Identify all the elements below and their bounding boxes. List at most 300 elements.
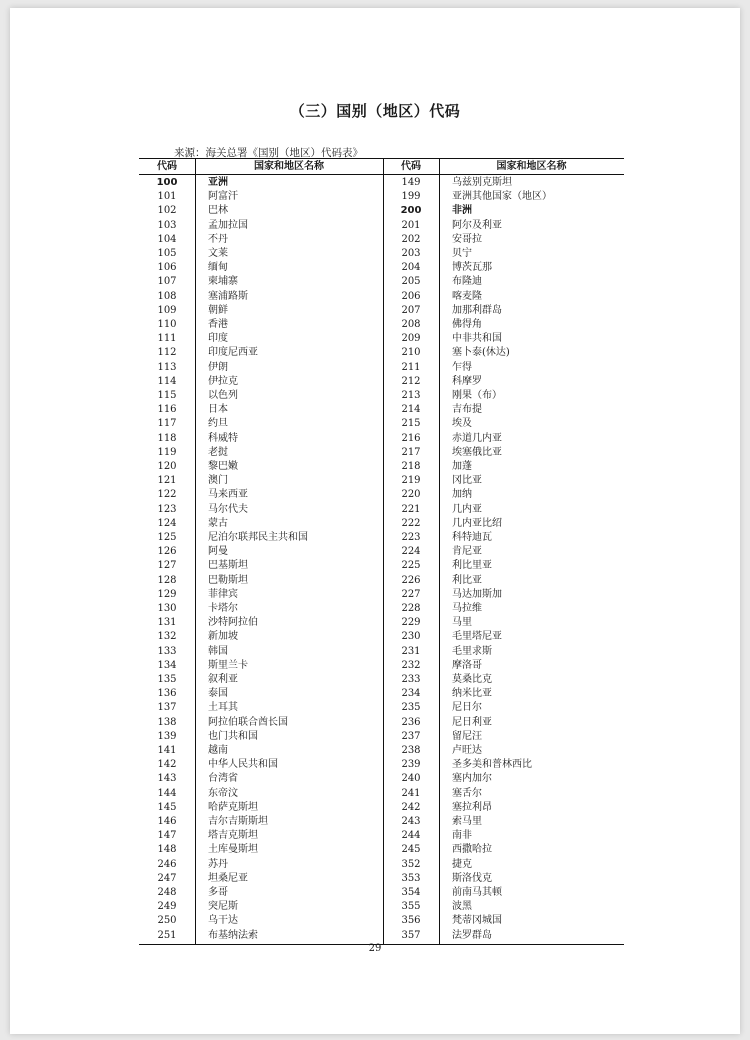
table-row [139, 304, 379, 318]
country-name: 西撒哈拉 [452, 844, 492, 856]
country-code: 217 [401, 446, 421, 458]
table-row [383, 673, 623, 687]
table-row [139, 432, 379, 446]
country-name: 尼日尔 [452, 702, 482, 714]
table-row [383, 914, 623, 928]
country-name: 法罗群岛 [452, 929, 492, 941]
country-name: 卢旺达 [452, 745, 482, 756]
table-row [139, 233, 379, 247]
country-name: 突尼斯 [208, 901, 238, 913]
country-code: 122 [157, 489, 177, 501]
country-code: 106 [157, 262, 177, 274]
country-name: 土耳其 [208, 702, 238, 714]
table-row [383, 829, 623, 843]
table-row [139, 219, 379, 233]
table-row [139, 176, 379, 190]
country-name: 埃塞俄比亚 [452, 446, 502, 458]
country-name: 中华人民共和国 [208, 759, 278, 771]
country-code: 249 [157, 901, 177, 913]
country-code: 118 [157, 432, 177, 444]
country-name: 马里 [452, 617, 472, 629]
country-code: 107 [157, 276, 177, 288]
country-name: 波黑 [452, 901, 472, 913]
table-row [139, 886, 379, 900]
table-row [383, 332, 623, 346]
country-name: 也门共和国 [208, 730, 258, 742]
table-row [139, 772, 379, 786]
table-row [139, 730, 379, 744]
country-code: 241 [401, 787, 421, 799]
country-name: 马尔代夫 [208, 503, 248, 515]
table-row [383, 176, 623, 190]
country-name: 佛得角 [452, 319, 482, 330]
country-name: 阿拉伯联合酋长国 [208, 716, 288, 728]
country-name: 尼日利亚 [452, 716, 492, 728]
country-code: 126 [157, 546, 177, 558]
header-code-left: 代码 [157, 161, 177, 172]
country-code: 146 [157, 816, 177, 827]
country-code: 137 [157, 702, 177, 714]
country-name: 多哥 [208, 887, 228, 898]
country-name: 菲律宾 [208, 588, 238, 600]
country-code: 222 [401, 517, 421, 529]
country-name: 印度 [208, 333, 228, 345]
country-code: 237 [401, 730, 421, 742]
country-code: 218 [401, 461, 421, 472]
table-row [139, 801, 379, 815]
country-code: 233 [401, 674, 421, 685]
table-row [383, 574, 623, 588]
country-name: 叙利亚 [208, 674, 238, 685]
country-code: 205 [401, 276, 421, 288]
country-name: 新加坡 [208, 631, 238, 643]
country-code: 245 [401, 844, 421, 856]
country-name: 尼泊尔联邦民主共和国 [208, 532, 308, 543]
country-name: 坦桑尼亚 [208, 872, 248, 884]
country-code: 139 [157, 730, 177, 742]
table-row [139, 872, 379, 886]
country-code: 142 [157, 759, 177, 771]
country-name: 莫桑比克 [452, 674, 492, 685]
country-name: 东帝汶 [208, 787, 238, 799]
table-row [383, 375, 623, 389]
country-name: 印度尼西亚 [208, 347, 258, 359]
country-name: 加蓬 [452, 461, 472, 472]
table-row [383, 588, 623, 602]
country-name: 澳门 [208, 475, 228, 487]
table-row [383, 886, 623, 900]
country-name: 纳米比亚 [452, 688, 492, 700]
country-code: 227 [401, 588, 421, 600]
document-page [10, 8, 740, 1034]
country-code: 236 [401, 716, 421, 728]
table-row [139, 900, 379, 914]
table-header [139, 159, 624, 175]
country-name: 缅甸 [208, 262, 228, 274]
table-row [139, 488, 379, 502]
country-name: 塞浦路斯 [208, 290, 248, 302]
country-code: 352 [401, 858, 421, 870]
country-name: 塔吉克斯坦 [208, 830, 258, 842]
page-title: （三）国别（地区）代码 [289, 102, 461, 120]
country-code: 143 [157, 773, 177, 785]
country-name: 朝鲜 [208, 304, 228, 316]
table-row [383, 701, 623, 715]
country-name: 土库曼斯坦 [208, 844, 258, 856]
table-row [383, 346, 623, 360]
table-row [139, 659, 379, 673]
table-row [383, 772, 623, 786]
country-code: 207 [401, 304, 421, 316]
country-code: 224 [401, 546, 421, 558]
country-name: 加那利群岛 [452, 304, 502, 316]
table-row [383, 744, 623, 758]
country-name: 马达加斯加 [452, 588, 502, 600]
country-name: 文莱 [208, 248, 228, 259]
table-row [139, 588, 379, 602]
country-name: 布基纳法索 [208, 929, 258, 941]
country-name: 卡塔尔 [208, 603, 238, 614]
country-code: 221 [401, 503, 421, 515]
country-code: 147 [157, 830, 177, 842]
country-code: 121 [157, 475, 177, 487]
table-row [383, 687, 623, 701]
country-code: 203 [401, 248, 421, 259]
country-code: 112 [157, 347, 177, 359]
country-code: 247 [157, 872, 177, 884]
country-code: 114 [157, 375, 177, 387]
country-name: 乍得 [452, 361, 472, 373]
table-row [383, 474, 623, 488]
header-name-right: 国家和地区名称 [496, 161, 567, 172]
country-name: 阿曼 [208, 546, 228, 558]
country-code: 231 [401, 645, 421, 657]
country-code: 209 [401, 333, 421, 345]
table-row [383, 616, 623, 630]
table-row [139, 375, 379, 389]
country-code: 353 [401, 872, 421, 884]
country-code: 213 [401, 390, 421, 401]
country-name: 摩洛哥 [452, 659, 482, 671]
country-code: 110 [157, 319, 177, 330]
table-row [139, 858, 379, 872]
country-name: 贝宁 [452, 248, 472, 259]
country-name: 台湾省 [208, 773, 238, 785]
country-code: 214 [401, 404, 421, 416]
table-row [139, 474, 379, 488]
table-row [139, 744, 379, 758]
country-name: 梵蒂冈城国 [452, 915, 502, 927]
country-code: 108 [157, 290, 177, 302]
country-code: 144 [157, 787, 177, 799]
country-code: 103 [157, 219, 177, 231]
country-name: 科摩罗 [452, 375, 482, 387]
country-name: 巴勒斯坦 [208, 574, 248, 586]
table-row [383, 815, 623, 829]
table-row [139, 602, 379, 616]
table-row [139, 616, 379, 630]
country-code: 141 [157, 745, 177, 756]
table-row [139, 758, 379, 772]
country-name: 肯尼亚 [452, 546, 482, 558]
table-row [139, 645, 379, 659]
country-code: 235 [401, 702, 421, 714]
country-name: 马来西亚 [208, 489, 248, 501]
table-row [139, 460, 379, 474]
country-name: 科威特 [208, 432, 238, 444]
table-row [383, 233, 623, 247]
table-row [139, 815, 379, 829]
country-code: 211 [401, 361, 421, 373]
country-name: 斯洛伐克 [452, 872, 492, 884]
country-code: 225 [401, 560, 421, 572]
table-row [383, 219, 623, 233]
country-code: 120 [157, 461, 177, 472]
country-name: 巴基斯坦 [208, 560, 248, 572]
country-name: 科特迪瓦 [452, 532, 492, 543]
country-name: 乌兹别克斯坦 [452, 177, 512, 188]
country-name: 布隆迪 [452, 276, 482, 288]
table-row [139, 346, 379, 360]
country-name: 亚洲 [208, 177, 228, 188]
country-name: 非洲 [452, 205, 472, 217]
country-code: 135 [157, 674, 177, 685]
country-code: 229 [401, 617, 421, 629]
country-name: 几内亚比绍 [452, 517, 502, 529]
country-code: 355 [401, 901, 421, 913]
table-row [383, 247, 623, 261]
country-name: 塞卜泰(休达) [452, 347, 510, 359]
table-row [383, 716, 623, 730]
country-code: 219 [401, 475, 421, 487]
country-name: 中非共和国 [452, 333, 502, 345]
table-row [383, 787, 623, 801]
table-row [383, 318, 623, 332]
country-code: 105 [157, 248, 177, 259]
country-code: 148 [157, 844, 177, 856]
table-row [383, 559, 623, 573]
country-code: 357 [401, 929, 421, 941]
country-code: 133 [157, 645, 177, 657]
table-row [139, 290, 379, 304]
country-code: 208 [401, 319, 421, 330]
country-code: 356 [401, 915, 421, 927]
country-code: 104 [157, 233, 177, 245]
table-row [383, 758, 623, 772]
country-code: 239 [401, 759, 421, 771]
country-code: 102 [157, 205, 177, 217]
country-name: 哈萨克斯坦 [208, 801, 258, 813]
country-name: 伊拉克 [208, 375, 238, 387]
country-code: 212 [401, 375, 421, 387]
table-row [383, 389, 623, 403]
table-row [139, 318, 379, 332]
country-code: 127 [157, 560, 177, 572]
country-code: 250 [157, 915, 177, 927]
country-code: 215 [401, 418, 421, 430]
table-row [383, 432, 623, 446]
country-code: 242 [401, 801, 421, 813]
table-row [139, 417, 379, 431]
table-row [139, 190, 379, 204]
table-row [139, 914, 379, 928]
table-row [383, 730, 623, 744]
country-code: 248 [157, 887, 177, 898]
table-row [139, 701, 379, 715]
country-code: 230 [401, 631, 421, 643]
table-row [383, 531, 623, 545]
country-code: 354 [401, 887, 421, 898]
country-code: 125 [157, 532, 177, 543]
table-row [383, 275, 623, 289]
table-row [383, 503, 623, 517]
table-row [139, 787, 379, 801]
country-code: 117 [157, 418, 177, 430]
country-code: 111 [157, 333, 177, 345]
country-name: 冈比亚 [452, 475, 482, 487]
country-code: 131 [157, 617, 177, 629]
country-code: 113 [157, 361, 177, 373]
country-code: 123 [157, 503, 177, 515]
table-row [139, 261, 379, 275]
table-row [139, 630, 379, 644]
country-name: 埃及 [452, 418, 472, 430]
table-row [139, 446, 379, 460]
country-name: 香港 [208, 319, 228, 330]
table-row [139, 517, 379, 531]
table-row [139, 361, 379, 375]
country-code: 132 [157, 631, 177, 643]
table-row [383, 261, 623, 275]
table-row [383, 645, 623, 659]
country-code-table [139, 158, 624, 945]
country-name: 马拉维 [452, 603, 482, 614]
table-row [383, 659, 623, 673]
country-code: 234 [401, 688, 421, 700]
table-row [383, 403, 623, 417]
country-name: 安哥拉 [452, 233, 482, 245]
country-code: 149 [401, 177, 421, 188]
country-code: 201 [401, 219, 421, 231]
table-row [383, 361, 623, 375]
table-row [139, 332, 379, 346]
country-code: 129 [157, 588, 177, 600]
country-name: 以色列 [208, 390, 238, 401]
country-code: 220 [401, 489, 421, 501]
country-code: 101 [157, 191, 177, 203]
table-row [383, 630, 623, 644]
country-name: 亚洲其他国家（地区） [452, 191, 552, 203]
country-name: 柬埔寨 [208, 276, 238, 288]
country-code: 200 [400, 205, 422, 217]
country-name: 苏丹 [208, 858, 228, 870]
table-row [139, 503, 379, 517]
country-name: 孟加拉国 [208, 219, 248, 231]
country-name: 留尼汪 [452, 730, 482, 742]
country-code: 199 [401, 191, 421, 203]
country-name: 泰国 [208, 688, 228, 700]
table-row [139, 829, 379, 843]
country-code: 238 [401, 745, 421, 756]
table-row [383, 929, 623, 943]
country-name: 塞舌尔 [452, 787, 482, 799]
country-name: 黎巴嫩 [208, 461, 238, 472]
country-name: 吉尔吉斯斯坦 [208, 816, 268, 827]
country-code: 134 [157, 659, 177, 671]
table-row [139, 275, 379, 289]
table-row [383, 290, 623, 304]
country-code: 128 [157, 574, 177, 586]
table-row [383, 204, 623, 218]
table-row [383, 843, 623, 857]
country-name: 阿尔及利亚 [452, 219, 502, 231]
country-name: 约旦 [208, 418, 228, 430]
table-row [139, 247, 379, 261]
page-number: 29 [368, 943, 382, 954]
table-row [139, 716, 379, 730]
country-name: 蒙古 [208, 517, 228, 529]
country-name: 喀麦隆 [452, 290, 482, 302]
table-row [139, 574, 379, 588]
country-code: 232 [401, 659, 421, 671]
country-name: 圣多美和普林西比 [452, 759, 532, 771]
country-code: 216 [401, 432, 421, 444]
country-name: 越南 [208, 745, 228, 756]
country-code: 116 [157, 404, 177, 416]
table-row [139, 673, 379, 687]
country-code: 115 [157, 390, 177, 401]
country-code: 109 [157, 304, 177, 316]
country-name: 日本 [208, 404, 228, 416]
country-name: 利比亚 [452, 574, 482, 586]
table-row [383, 801, 623, 815]
country-code: 246 [157, 858, 177, 870]
country-name: 毛里塔尼亚 [452, 631, 502, 643]
country-code: 136 [157, 688, 177, 700]
table-row [383, 190, 623, 204]
table-row [139, 687, 379, 701]
country-code: 206 [401, 290, 421, 302]
country-code: 202 [401, 233, 421, 245]
country-code: 204 [401, 262, 421, 274]
country-name: 伊朗 [208, 361, 228, 373]
table-row [139, 531, 379, 545]
table-row [383, 460, 623, 474]
country-name: 斯里兰卡 [208, 659, 248, 671]
header-name-left: 国家和地区名称 [254, 161, 324, 172]
country-name: 老挝 [208, 446, 228, 458]
country-name: 阿富汗 [208, 191, 238, 203]
country-code: 240 [401, 773, 421, 785]
table-row [383, 872, 623, 886]
table-row [383, 900, 623, 914]
country-code: 119 [157, 446, 177, 458]
country-name: 韩国 [208, 645, 228, 657]
country-name: 前南马其顿 [452, 887, 502, 898]
country-code: 243 [401, 816, 421, 827]
country-code: 124 [157, 517, 177, 529]
country-name: 捷克 [452, 858, 472, 870]
country-code: 226 [401, 574, 421, 586]
table-row [139, 559, 379, 573]
table-row [383, 488, 623, 502]
table-row [383, 304, 623, 318]
country-code: 145 [157, 801, 177, 813]
country-name: 刚果（布） [452, 390, 502, 401]
country-code: 244 [401, 830, 421, 842]
country-name: 塞拉利昂 [452, 801, 492, 813]
country-name: 几内亚 [452, 503, 482, 515]
